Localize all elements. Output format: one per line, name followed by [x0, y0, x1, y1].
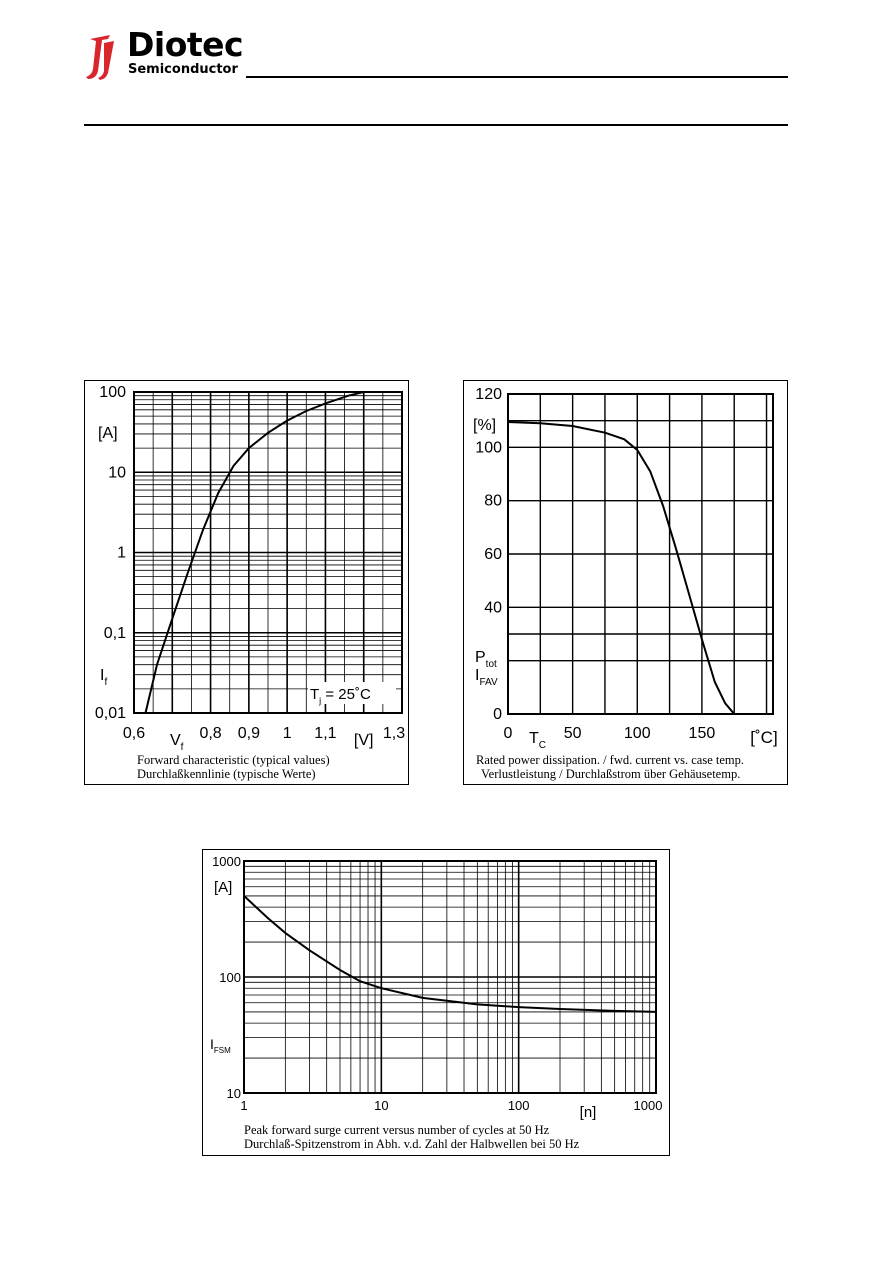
temperature-annotation: $T_j$ = 25˚C — [310, 686, 371, 706]
y-tick-label: 10 — [226, 1086, 241, 1101]
y-unit-label: [%] — [473, 417, 497, 434]
x-axis-label: $T_C$ — [529, 730, 547, 751]
forward-characteristic-chart — [84, 380, 409, 755]
brand-subtitle: Semiconductor — [128, 62, 238, 77]
derating-caption-en: Rated power dissipation. / fwd. current vs. case temp. — [476, 753, 744, 767]
x-axis-label: $V_f$ — [170, 732, 184, 753]
y-tick-label: 100 — [475, 439, 502, 457]
y-unit-label: [A] — [98, 425, 118, 442]
forward-caption-de: Durchlaßkennlinie (typische Werte) — [137, 767, 316, 781]
derating-chart — [463, 380, 788, 755]
x-tick-label: 0,9 — [237, 725, 260, 742]
y-tick-label: 120 — [475, 386, 502, 403]
y-tick-label: 0,1 — [103, 624, 126, 642]
x-tick-label: 1000 — [633, 1098, 663, 1113]
y-tick-label: 10 — [108, 464, 126, 482]
y-tick-label: 100 — [219, 970, 241, 985]
x-tick-label: 100 — [507, 1098, 530, 1113]
y-tick-label: 0 — [493, 706, 502, 723]
header-rule — [246, 76, 788, 78]
x-tick-label: 100 — [623, 725, 651, 742]
x-tick-label: 10 — [374, 1098, 389, 1113]
page-rule — [84, 124, 788, 126]
x-unit-label: [n] — [579, 1104, 597, 1121]
x-tick-label: 1,3 — [382, 725, 406, 742]
y-axis-label-ifav: $I_{FAV}$ — [475, 667, 498, 688]
surge-curve — [244, 896, 656, 1012]
brand-name: Diotec — [127, 25, 244, 64]
diotec-logo-icon — [84, 33, 120, 81]
x-tick-label: 0,6 — [122, 725, 146, 742]
derating-curve — [508, 422, 734, 714]
y-tick-label: 1000 — [212, 854, 241, 869]
y-tick-label: 0,01 — [94, 705, 126, 722]
y-axis-label: $I_{FSM}$ — [210, 1036, 231, 1056]
x-tick-label: 0 — [503, 725, 513, 742]
x-tick-label: 1 — [240, 1098, 248, 1113]
x-tick-label: 1,1 — [314, 725, 337, 742]
x-tick-label: 1 — [282, 725, 292, 742]
x-unit-label: [˚C] — [750, 728, 778, 747]
x-tick-label: 150 — [688, 725, 716, 742]
y-tick-label: 60 — [484, 546, 502, 563]
x-tick-label: 0,8 — [199, 725, 222, 742]
y-axis-label: $I_f$ — [100, 667, 108, 688]
forward-caption-en: Forward characteristic (typical values) — [137, 753, 330, 767]
derating-caption-de: Verlustleistung / Durchlaßstrom über Gehäusetemp. — [481, 767, 741, 781]
y-unit-label: [A] — [214, 879, 233, 896]
y-axis-label-ptot: $P_{tot}$ — [475, 649, 497, 670]
surge-current-chart — [202, 849, 670, 1124]
x-unit-label: [V] — [353, 732, 374, 749]
surge-caption-de: Durchlaß-Spitzenstrom in Abh. v.d. Zahl der Halbwellen bei 50 Hz — [244, 1137, 580, 1151]
y-tick-label: 80 — [484, 492, 502, 510]
y-tick-label: 40 — [484, 599, 502, 617]
y-tick-label: 1 — [117, 544, 126, 562]
x-tick-label: 50 — [563, 725, 582, 742]
y-tick-label: 100 — [99, 384, 126, 401]
surge-caption-en: Peak forward surge current versus number of cycles at 50 Hz — [244, 1123, 550, 1137]
